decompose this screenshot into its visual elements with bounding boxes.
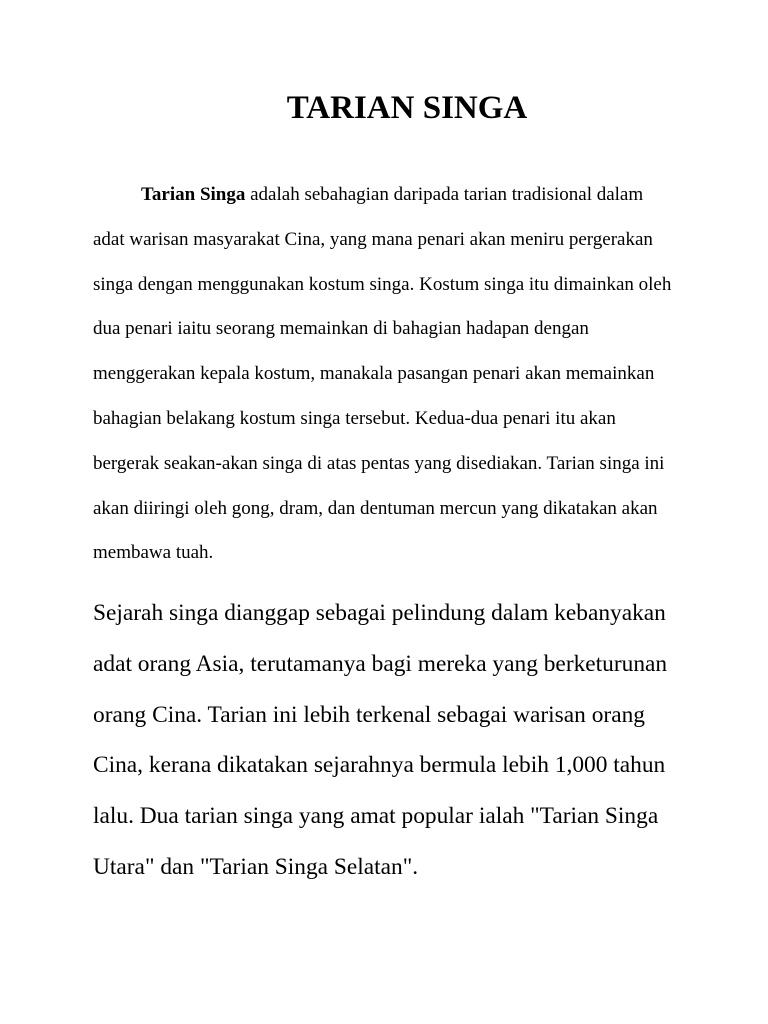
paragraph-history: Sejarah singa dianggap sebagai pelindung dalam kebanyakan adat orang Asia, terutamanya bagi mereka yang berketurunan orang Cina. Tarian ini lebih terkenal sebagai warisan orang Cina, kerana dikatakan sejarahnya bermula lebih 1,000 tahun lalu. Dua tarian singa yang amat popular ialah "Tarian Singa Utara" dan "Tarian Singa Selatan". [93,600,668,880]
paragraph-intro-text: adalah sebahagian daripada tarian tradisional dalam adat warisan masyarakat Cina, yang mana penari akan meniru pergerakan singa dengan menggunakan kostum singa. Kostum singa itu dimainkan oleh dua penari iaitu seorang memainkan di bahagian hadapan dengan menggerakan kepala kostum, manakala pasangan penari akan memainkan bahagian belakang kostum singa tersebut. Kedua-dua penari itu akan bergerak seakan-akan singa di atas pentas yang disediakan. Tarian singa ini akan diiringi oleh gong, dram, dan dentuman mercun yang dikatakan akan membawa tuah. [93,184,672,564]
paragraph-intro [93,173,673,576]
document-title: TARIAN SINGA [286,90,528,126]
paragraph-lead-term: Tarian Singa [141,184,246,205]
